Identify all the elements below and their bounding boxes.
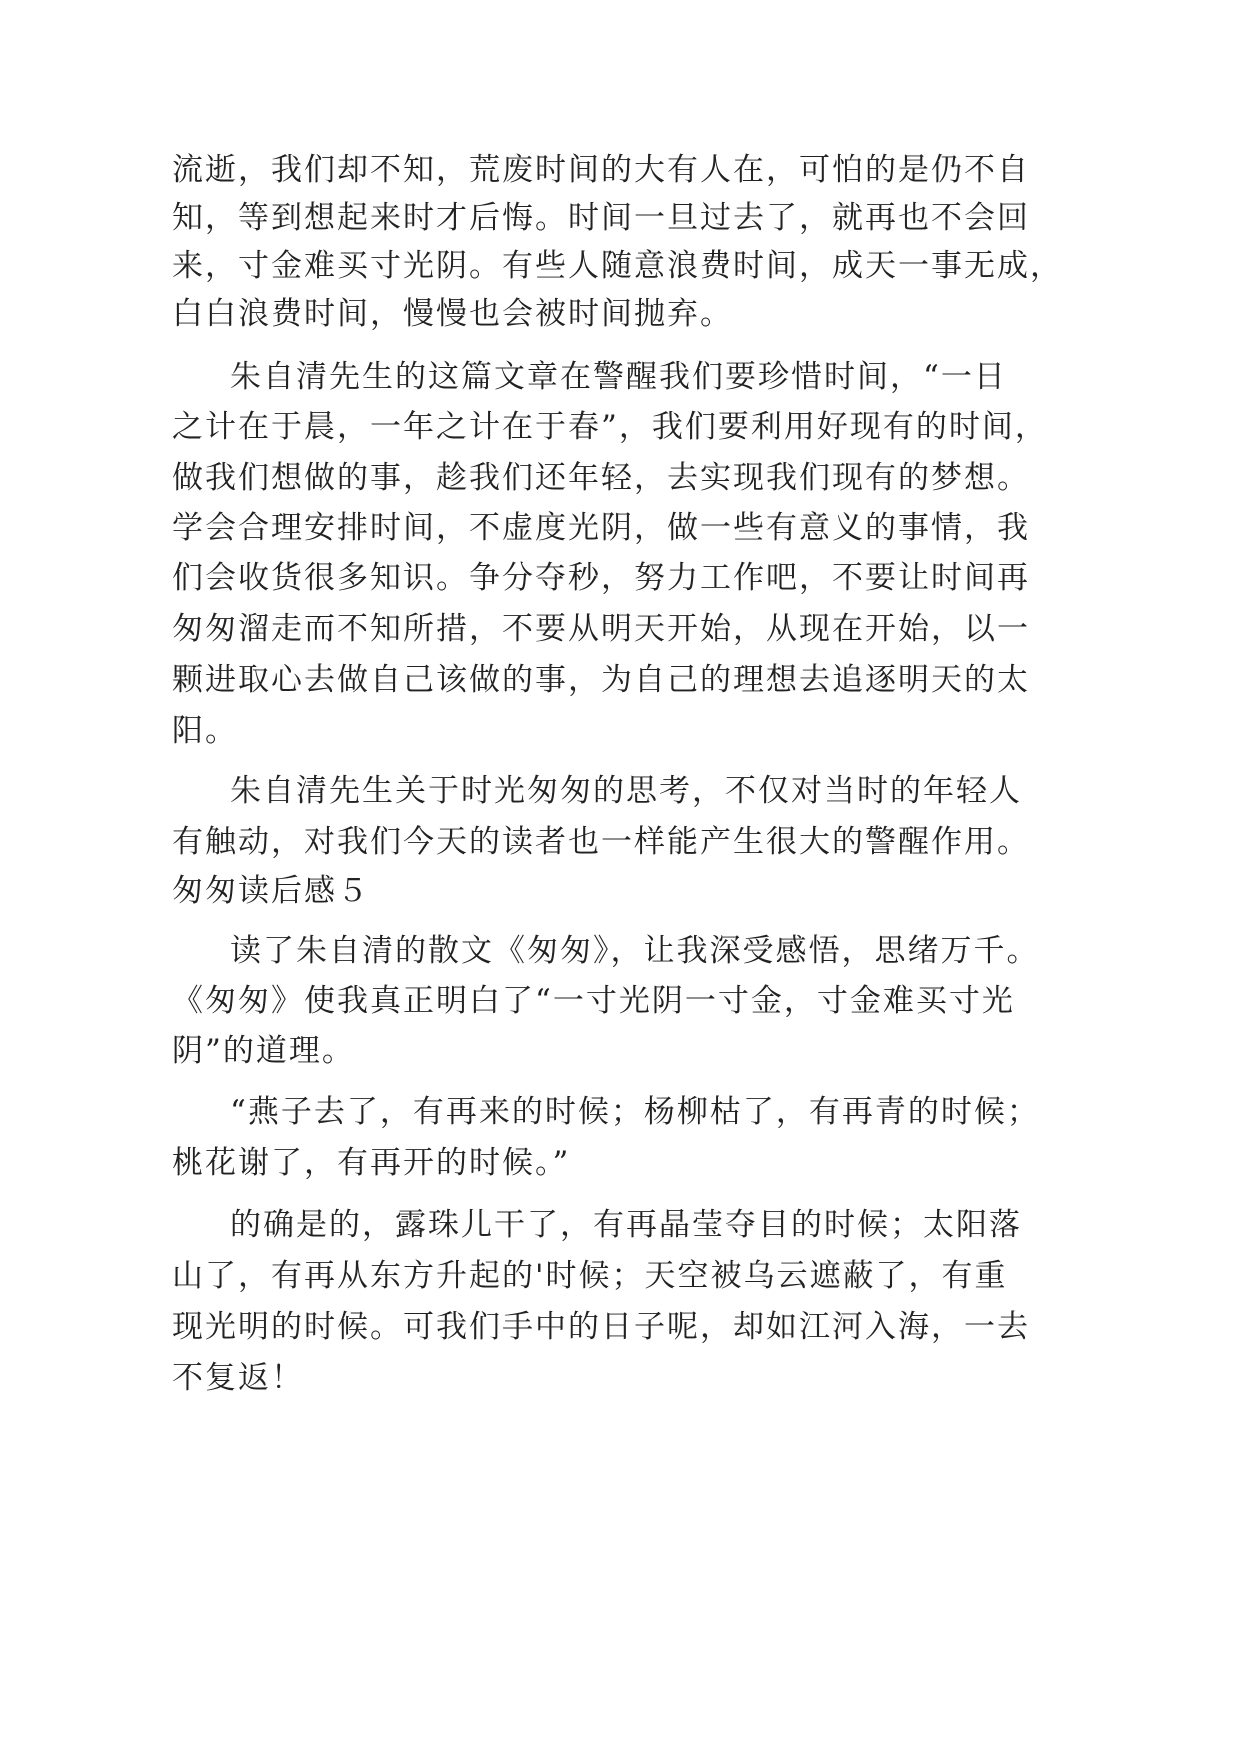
- text-line: 现光明的时候。可我们手中的日子呢，却如江河入海，一去: [172, 1309, 1030, 1345]
- text-line: 来，寸金难买寸光阴。有些人随意浪费时间，成天一事无成，: [172, 248, 1063, 284]
- text-line: 桃花谢了，有再开的时候。”: [172, 1145, 571, 1181]
- section-heading: 匆匆读后感５: [172, 873, 370, 909]
- text-line: 山了，有再从东方升起的'时候；天空被乌云遮蔽了，有重: [172, 1258, 1008, 1294]
- text-line: 不复返！: [172, 1360, 304, 1396]
- text-line: 读了朱自清的散文《匆匆》，让我深受感悟，思绪万千。: [230, 933, 1040, 969]
- text-line: 的确是的，露珠儿干了，有再晶莹夺目的时候；太阳落: [230, 1207, 1022, 1243]
- text-line: 阴”的道理。: [172, 1033, 355, 1069]
- text-line: 《匆匆》使我真正明白了“一寸光阴一寸金，寸金难买寸光: [172, 983, 1015, 1019]
- text-line: 朱自清先生关于时光匆匆的思考，不仅对当时的年轻人: [230, 773, 1022, 809]
- text-line: 匆匆溜走而不知所措，不要从明天开始，从现在开始，以一: [172, 611, 1030, 647]
- text-line: 做我们想做的事，趁我们还年轻，去实现我们现有的梦想。: [172, 460, 1030, 496]
- text-line: 有触动，对我们今天的读者也一样能产生很大的警醒作用。: [172, 824, 1030, 860]
- text-line: 学会合理安排时间，不虚度光阴，做一些有意义的事情，我: [172, 510, 1030, 546]
- text-line: 们会收货很多知识。争分夺秒，努力工作吧，不要让时间再: [172, 560, 1030, 596]
- text-line: 白白浪费时间，慢慢也会被时间抛弃。: [172, 296, 733, 332]
- text-line: 流逝，我们却不知，荒废时间的大有人在，可怕的是仍不自: [172, 152, 1030, 188]
- text-line: 之计在于晨，一年之计在于春”，我们要利用好现有的时间，: [172, 409, 1048, 445]
- text-line: 阳。: [172, 713, 238, 749]
- text-line: “燕子去了，有再来的时候；杨柳枯了，有再青的时候；: [230, 1094, 1040, 1130]
- text-line: 朱自清先生的这篇文章在警醒我们要珍惜时间，“一日: [230, 359, 1007, 395]
- text-line: 知，等到想起来时才后悔。时间一旦过去了，就再也不会回: [172, 200, 1030, 236]
- text-line: 颗进取心去做自己该做的事，为自己的理想去追逐明天的太: [172, 662, 1030, 698]
